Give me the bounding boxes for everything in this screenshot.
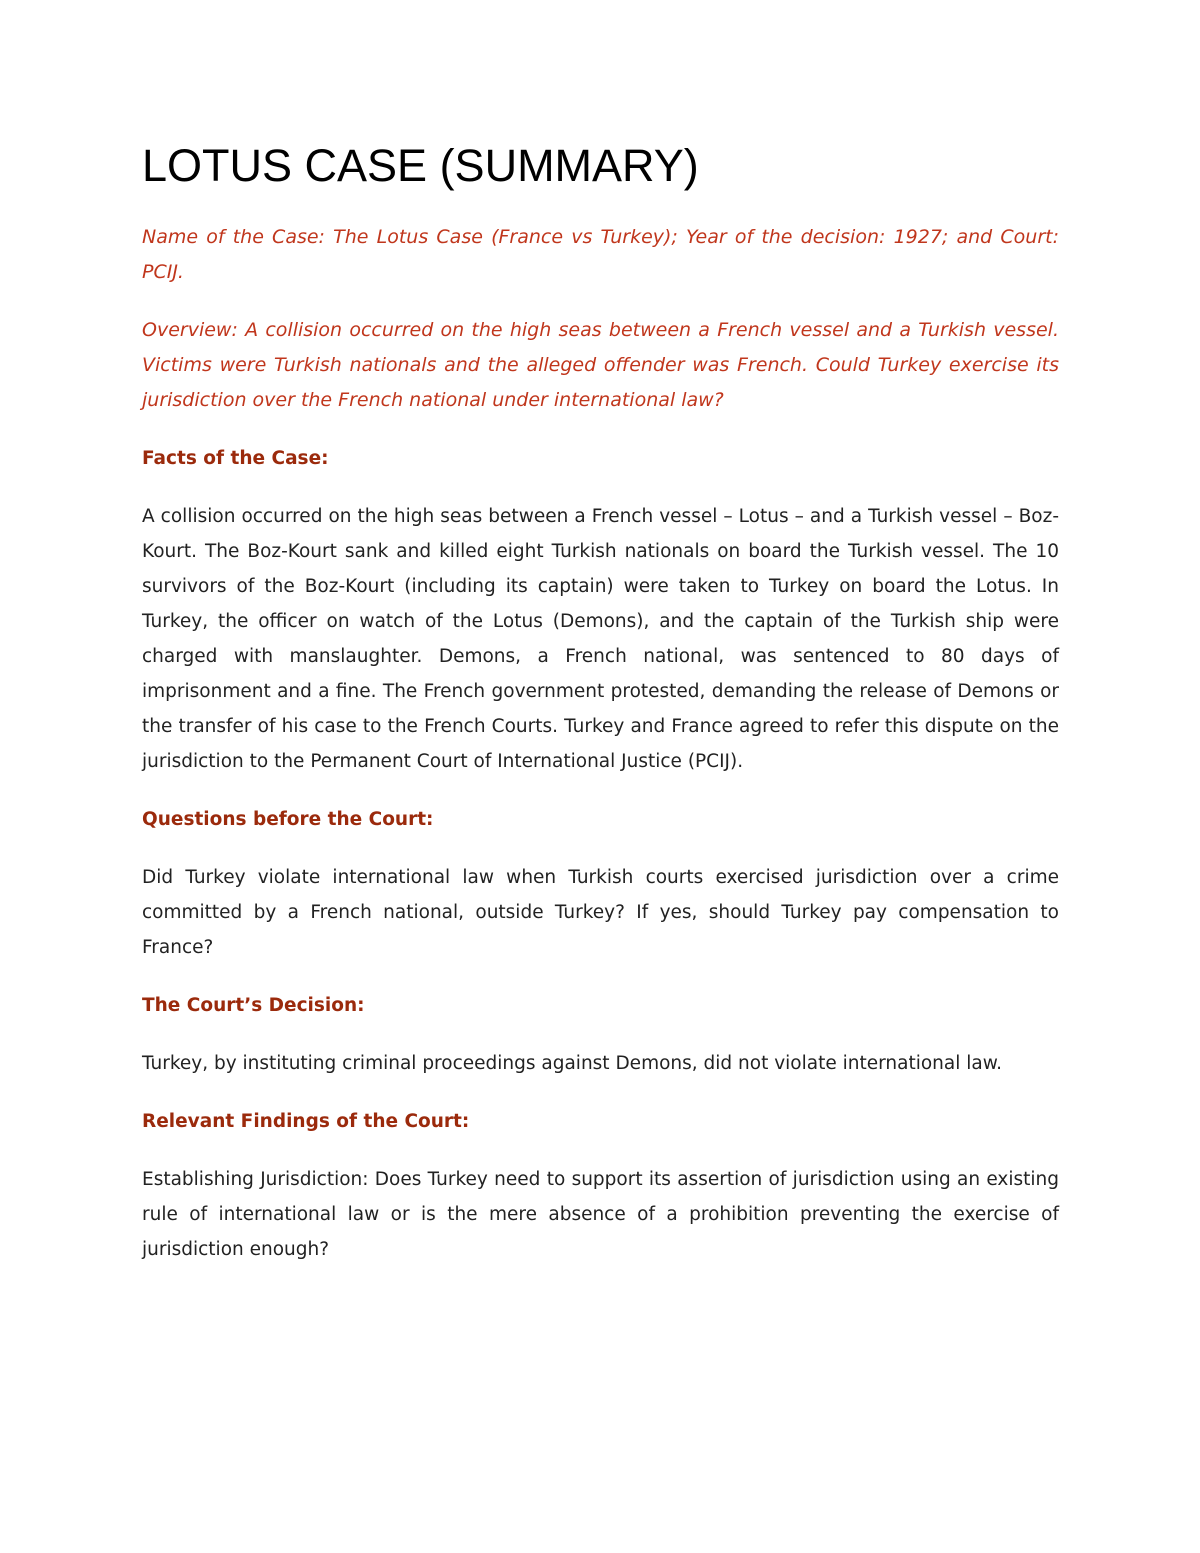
facts-heading: Facts of the Case: — [142, 447, 329, 469]
document-title: LOTUS CASE (SUMMARY) — [142, 140, 699, 191]
case-info: Name of the Case: The Lotus Case (France vs Turkey); Year of the decision: 1927; and Court: PCIJ. — [142, 225, 1059, 283]
facts-paragraph: A collision occurred on the high seas between a French vessel – Lotus – and a Turkish vessel – Boz-Kourt. The Boz-Kourt sank and killed eight Turkish nationals on board the Turkish vessel. The 10 survivors of the Boz-Kourt (including its captain) were taken to Turkey on board the Lotus. In Turkey, the officer on watch of the Lotus (Demons), and the captain of the Turkish ship were charged with manslaughter. Demons, a French national, was sentenced to 80 days of imprisonment and a fine. The French government protested, demanding the release of Demons or the transfer of his case to the French Courts. Turkey and France agreed to refer this dispute on the jurisdiction to the Permanent Court of International Justice (PCIJ). — [142, 505, 1059, 772]
questions-heading: Questions before the Court: — [142, 808, 434, 830]
overview-paragraph: Overview: A collision occurred on the high seas between a French vessel and a Turkish vessel. Victims were Turkish nationals and the alleged offender was French. Could Turkey exercise its jurisdiction over the French national under international law? — [142, 318, 1059, 411]
questions-paragraph: Did Turkey violate international law when Turkish courts exercised jurisdiction over a crime committed by a French national, outside Turkey? If yes, should Turkey pay compensation to France? — [142, 866, 1059, 958]
decision-paragraph: Turkey, by instituting criminal proceedings against Demons, did not violate international law. — [142, 1052, 1003, 1074]
findings-paragraph: Establishing Jurisdiction: Does Turkey need to support its assertion of jurisdiction using an existing rule of international law or is the mere absence of a prohibition preventing the exercise of jurisdiction enough? — [142, 1168, 1059, 1260]
findings-heading: Relevant Findings of the Court: — [142, 1110, 470, 1132]
document-page — [142, 140, 1059, 1290]
decision-heading: The Court’s Decision: — [142, 994, 365, 1016]
